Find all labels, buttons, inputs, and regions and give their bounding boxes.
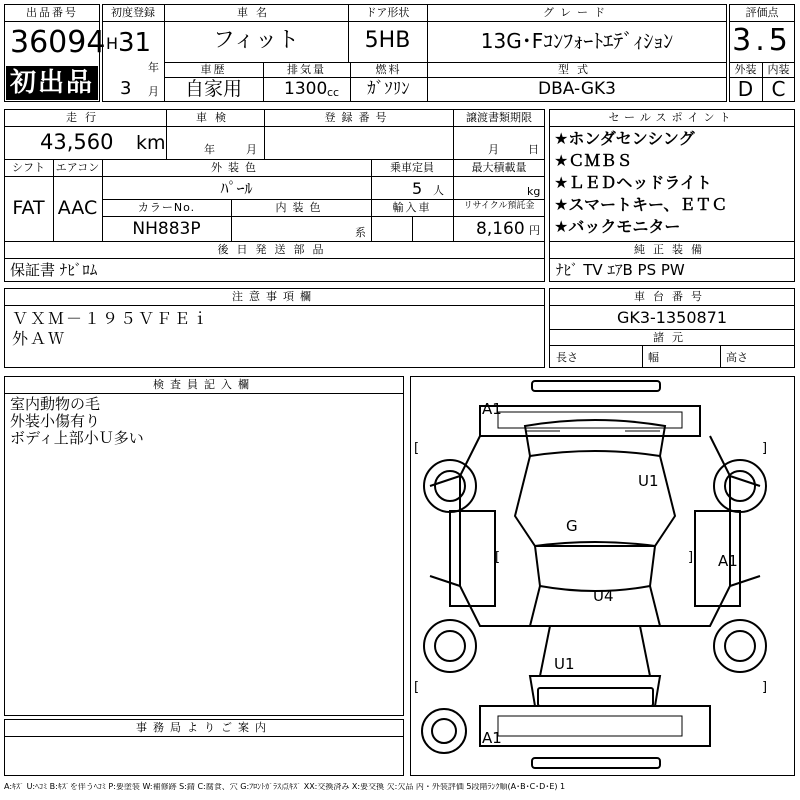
interior-label: 内装 (767, 63, 790, 76)
ext-color-label: 外装色 (211, 161, 262, 174)
fuel-label: 燃料 (375, 63, 402, 76)
transfer-label: 譲渡書類期限 (466, 111, 532, 124)
chassis-label: 車台番号 (634, 290, 710, 303)
svg-text:[: [ (495, 550, 501, 565)
note-line: ＶＸＭ－１９５ＶＦＥｉ (12, 309, 211, 328)
shift: FAT (12, 197, 45, 219)
recycle-amount: 8,160 (476, 219, 525, 239)
insp-year-unit: 年 (204, 143, 215, 156)
color-no: NH883P (132, 219, 201, 239)
color-no-label: カラーNo. (137, 201, 196, 214)
door-label: ドア形状 (365, 6, 410, 19)
era: H (106, 34, 119, 53)
svg-text:]: ] (688, 550, 694, 565)
damage-mark: A1 (718, 552, 738, 570)
exterior-label: 外装 (734, 63, 757, 76)
ac: AAC (57, 197, 98, 219)
shift-label: シフト (12, 161, 45, 174)
svg-text:]: ] (762, 680, 768, 695)
notes-label: 注意事項欄 (232, 290, 317, 303)
damage-mark: U1 (554, 655, 575, 673)
model-code: DBA-GK3 (538, 79, 616, 99)
load-label: 最大積載量 (471, 161, 527, 174)
svg-text:[: [ (414, 680, 420, 695)
ac-label: エアコン (55, 161, 100, 174)
car-name: フィット (212, 28, 300, 53)
dims-label: 諸元 (653, 331, 691, 344)
legend: A:ｷｽﾞ U:ﾍｺﾐ B:ｷｽﾞを伴うﾍｺﾐ P:要塗装 W:補修跡 S:錆 C:腐食、穴 G:ﾌﾛﾝﾄｶﾞﾗｽ点ｷｽﾞ XX:交換済み X:要交換 欠:欠品 内・外装評価 5段階ﾗﾝｸ順(A･B･C･D･E) 1 (4, 783, 566, 791)
damage-mark: U1 (638, 472, 659, 490)
load-unit: kg (527, 185, 541, 198)
capacity: 5 (412, 179, 423, 198)
int-color-label: 内装色 (275, 201, 327, 214)
sales-point: ★ＣＭＢＳ (554, 151, 633, 170)
first-listing-text: 初出品 (9, 68, 94, 98)
history: 自家用 (184, 78, 242, 100)
interior-grade: C (771, 77, 786, 101)
later-parts-label: 後日発送部品 (217, 243, 332, 256)
mileage: 43,560 (40, 130, 114, 154)
length-label: 長さ (556, 351, 578, 364)
displacement: 1300 (284, 79, 328, 99)
lot-number: 36094 (10, 25, 106, 60)
reg-month: 3 (120, 78, 132, 99)
damage-mark: A1 (482, 400, 502, 418)
office-label: 事務局よりご案内 (136, 721, 272, 734)
sales-label: セールスポイント (608, 111, 736, 124)
int-color-unit: 系 (355, 226, 366, 239)
inspector-line: 室内動物の毛 (10, 395, 101, 413)
reg-number-label: 登録番号 (324, 111, 393, 124)
mileage-label: 走行 (66, 111, 104, 124)
inspector-line: ボディ上部小Ｕ多い (10, 429, 144, 447)
damage-mark: U4 (593, 587, 614, 605)
later-parts: 保証書 ﾅﾋﾞﾛﾑ (10, 261, 98, 279)
lot-label: 出品番号 (26, 6, 78, 19)
year-unit: 年 (148, 61, 159, 74)
import-label: 輸入車 (392, 201, 432, 214)
transfer-month-unit: 月 (488, 143, 499, 156)
svg-text:[: [ (414, 441, 420, 456)
damage-mark: G (566, 517, 578, 535)
svg-text:]: ] (762, 441, 768, 456)
sales-point: ★ホンダセンシング (554, 129, 695, 148)
sales-point: ★ＬＥＤヘッドライト (554, 173, 712, 192)
grade-label: グレード (543, 6, 611, 19)
width-label: 幅 (648, 351, 659, 364)
damage-mark: A1 (482, 729, 502, 747)
door-type: 5HB (364, 28, 411, 53)
ext-color: ﾊﾟｰﾙ (220, 179, 253, 198)
note-line: 外ＡＷ (12, 329, 67, 348)
inspector-label: 検査員記入欄 (153, 378, 255, 391)
recycle-unit: 円 (529, 224, 540, 237)
displacement-unit: cc (327, 86, 340, 99)
sales-point: ★バックモニター (554, 217, 681, 236)
equipment-label: 純正装備 (634, 243, 710, 256)
inspection-label: 車検 (196, 111, 234, 124)
capacity-label: 乗車定員 (390, 161, 434, 174)
equipment: ﾅﾋﾞ TV ｴｱB PS PW (556, 261, 685, 279)
chassis-number: GK3-1350871 (616, 308, 728, 327)
insp-month-unit: 月 (246, 143, 257, 156)
inspector-line: 外装小傷有り (10, 412, 101, 430)
score-label: 評価点 (745, 6, 779, 19)
reg-year: 31 (118, 28, 152, 58)
model-label: 型式 (558, 63, 596, 76)
exterior-grade: D (737, 77, 754, 101)
recycle-label: リサイクル預託金 (463, 201, 535, 211)
transfer-day-unit: 日 (528, 143, 539, 156)
first-reg-label: 初度登録 (111, 6, 155, 19)
capacity-unit: 人 (433, 184, 444, 197)
grade: 13G･Fｺﾝﾌｫｰﾄｴﾃﾞｨｼｮﾝ (480, 29, 674, 53)
sales-point: ★スマートキー、ＥＴＣ (554, 195, 728, 214)
fuel: ｶﾞｿﾘﾝ (367, 79, 410, 99)
car-diagram (410, 376, 795, 776)
month-unit: 月 (148, 85, 159, 98)
score: 3.5 (732, 23, 792, 58)
car-name-label: 車名 (237, 6, 275, 19)
displacement-label: 排気量 (287, 63, 326, 76)
height-label: 高さ (726, 351, 748, 364)
mileage-unit: km (136, 132, 166, 154)
history-label: 車歴 (200, 63, 227, 76)
